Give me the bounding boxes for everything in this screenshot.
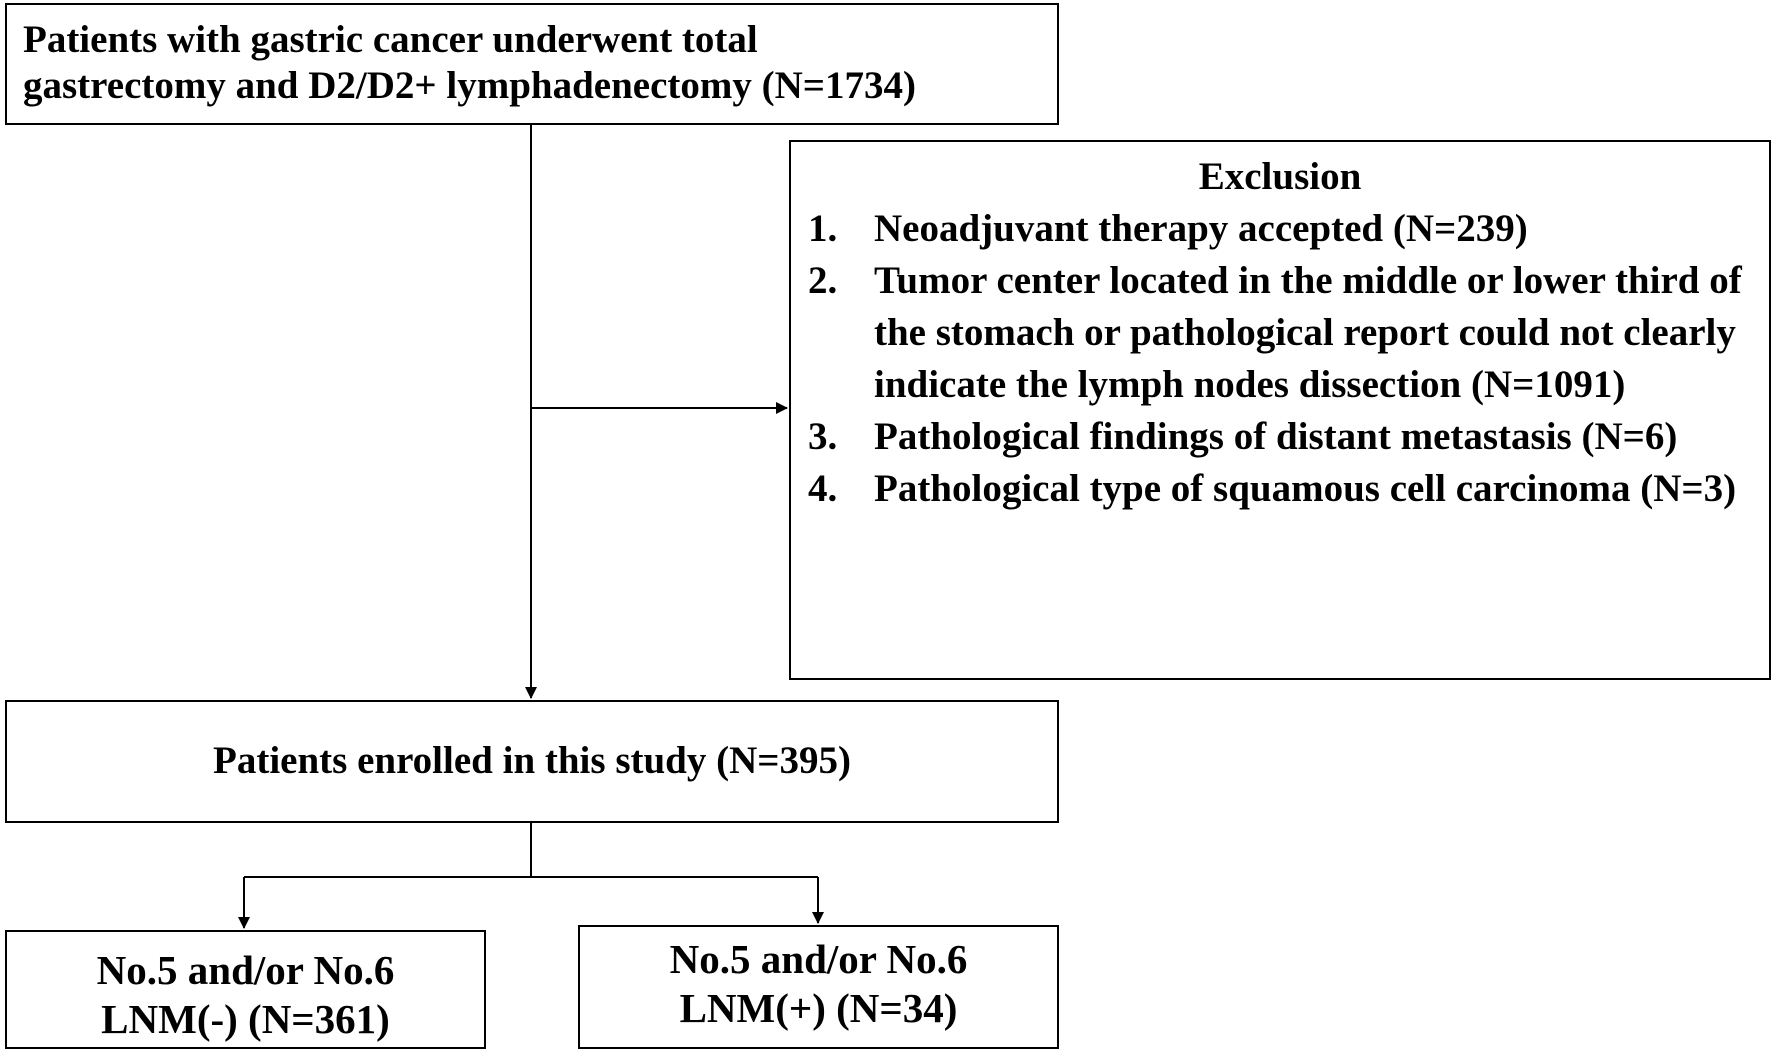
total-line-1: Patients with gastric cancer underwent total bbox=[23, 18, 758, 61]
exclusion-item bbox=[791, 411, 1764, 463]
total-patients-box bbox=[5, 3, 1059, 125]
lnm-negative-box bbox=[5, 930, 486, 1049]
enrolled-patients-text: Patients enrolled in this study (N=395) bbox=[213, 739, 851, 782]
exclusion-item bbox=[791, 255, 1764, 411]
exclusion-item-text: Tumor center located in the middle or lower third of the stomach or pathological report could not clearly indicate the lymph nodes dissection (N=1091) bbox=[874, 259, 1742, 406]
exclusion-item-number: 3. bbox=[808, 415, 838, 458]
exclusion-item-text: Pathological findings of distant metastasis (N=6) bbox=[874, 415, 1678, 458]
total-patients-text bbox=[23, 17, 916, 109]
lnm-negative-line-1: No.5 and/or No.6 bbox=[96, 947, 395, 993]
lnm-positive-box bbox=[578, 925, 1059, 1049]
lnm-negative-text bbox=[7, 946, 484, 1044]
exclusion-item-number: 4. bbox=[808, 467, 838, 510]
lnm-negative-line-2: LNM(-) (N=361) bbox=[101, 996, 390, 1042]
lnm-positive-line-2: LNM(+) (N=34) bbox=[679, 985, 958, 1031]
enrolled-patients-box bbox=[5, 700, 1059, 823]
lnm-positive-text bbox=[580, 935, 1057, 1033]
total-line-2: gastrectomy and D2/D2+ lymphadenectomy (N=1734) bbox=[23, 64, 916, 107]
exclusion-item bbox=[791, 463, 1764, 515]
exclusion-item-number: 1. bbox=[808, 207, 838, 250]
exclusion-item-text: Pathological type of squamous cell carcinoma (N=3) bbox=[874, 467, 1737, 510]
exclusion-item-number: 2. bbox=[808, 259, 838, 302]
exclusion-title: Exclusion bbox=[1198, 155, 1362, 198]
exclusion-item-text: Neoadjuvant therapy accepted (N=239) bbox=[874, 207, 1528, 250]
exclusion-item bbox=[791, 203, 1764, 255]
exclusion-list bbox=[791, 203, 1764, 515]
exclusion-box bbox=[789, 140, 1771, 680]
lnm-positive-line-1: No.5 and/or No.6 bbox=[669, 936, 968, 982]
